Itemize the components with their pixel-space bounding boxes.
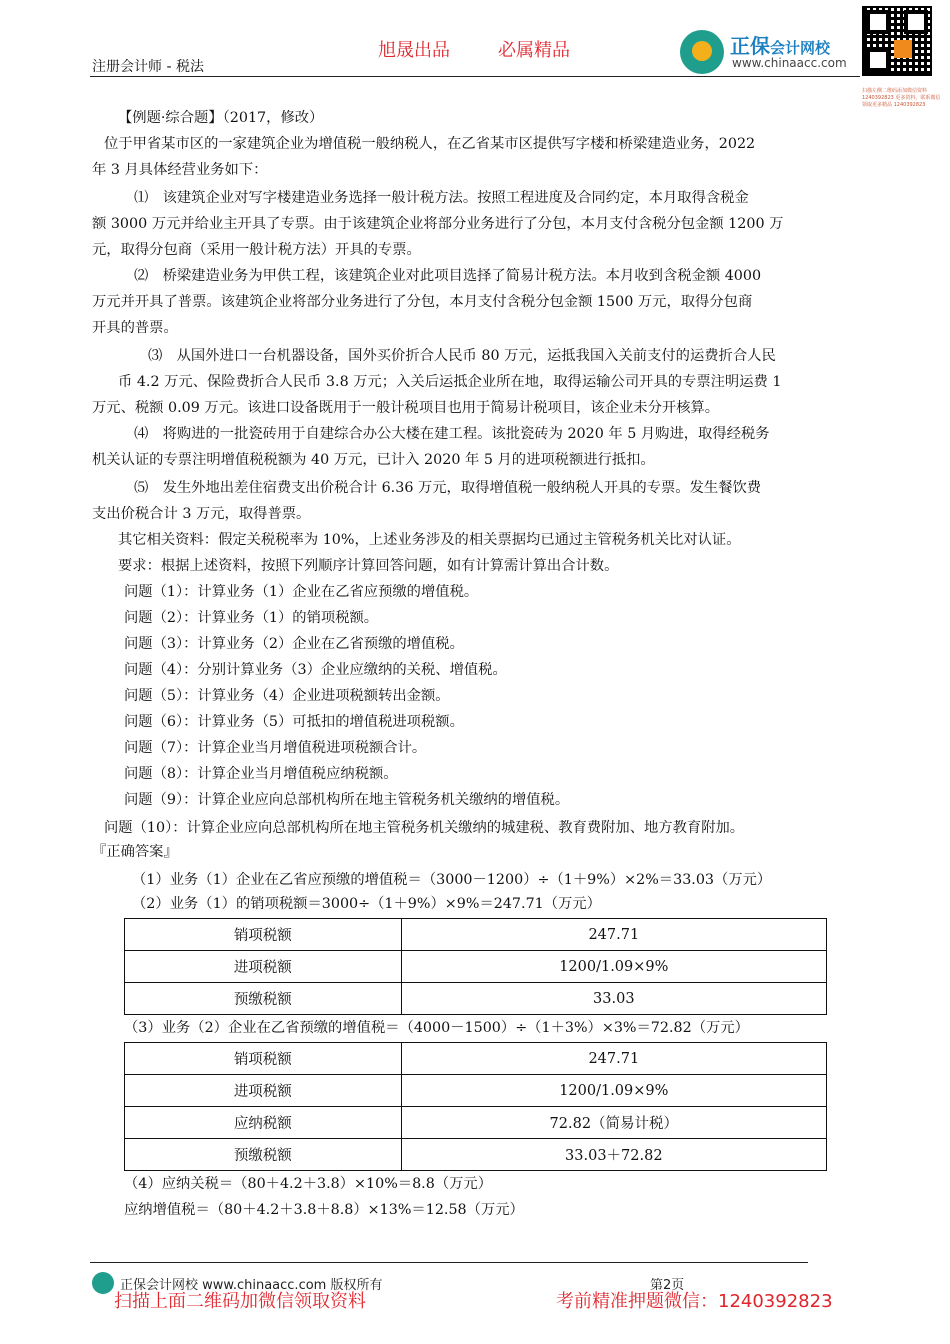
footer-promo-left: 扫描上面二维码加微信领取资料 — [114, 1291, 366, 1312]
answer-line-4b: 应纳增值税＝（80＋4.2＋3.8＋8.8）×13%＝12.58（万元） — [124, 1202, 524, 1218]
table-cell-value: 33.03 — [401, 983, 826, 1015]
body-line: 【例题·综合题】（2017，修改） — [118, 110, 324, 126]
body-line: 位于甲省某市区的一家建筑企业为增值税一般纳税人，在乙省某市区提供写字楼和桥梁建造业务，2022 — [104, 136, 756, 152]
body-line: 问题（1）：计算业务（1）企业在乙省应预缴的增值税。 — [124, 584, 479, 600]
body-line: 问题（5）：计算业务（4）企业进项税额转出金额。 — [124, 688, 450, 704]
table-row — [125, 983, 827, 1015]
body-line: 其它相关资料：假定关税税率为 10%，上述业务涉及的相关票据均已通过主管税务机关比对认证。 — [118, 532, 741, 548]
body-line: 年 3 月具体经营业务如下： — [92, 162, 268, 178]
table-cell-label: 销项税额 — [125, 919, 402, 951]
chinaacc-logo — [680, 28, 855, 74]
table-cell-label: 应纳税额 — [125, 1107, 402, 1139]
table-row — [125, 951, 827, 983]
body-line: （2）业务（1）的销项税额＝3000÷（1＋9%）×9%＝247.71（万元） — [132, 896, 601, 912]
table-cell-label: 进项税额 — [125, 951, 402, 983]
body-line: 问题（10）：计算企业应向总部机构所在地主管税务机关缴纳的城建税、教育费附加、地方教育附加。 — [104, 820, 745, 836]
answer-table-2 — [124, 1042, 827, 1171]
body-line: ⑶ 从国外进口一台机器设备，国外买价折合人民币 80 万元，运抵我国入关前支付的运费折合人民 — [148, 348, 776, 364]
table-row — [125, 1107, 827, 1139]
table-row — [125, 1075, 827, 1107]
body-line: 问题（6）：计算业务（5）可抵扣的增值税进项税额。 — [124, 714, 464, 730]
table-cell-value: 33.03＋72.82 — [401, 1139, 826, 1171]
table-row — [125, 1043, 827, 1075]
footer-promo-right: 考前精准押题微信：1240392823 — [556, 1291, 833, 1312]
body-line: （1）业务（1）企业在乙省应预缴的增值税＝（3000－1200）÷（1＋9%）×2%＝33.03（万元） — [132, 872, 772, 888]
qr-note: 扫描左侧二维码添加微信资料 1240392823 更多资料，联系微信领取更多精品 1240392823 — [862, 88, 941, 108]
body-line: 支出价税合计 3 万元，取得普票。 — [92, 506, 311, 522]
body-line: 万元并开具了普票。该建筑企业将部分业务进行了分包，本月支付含税分包金额 1500 万元，取得分包商 — [92, 294, 753, 310]
footer-divider — [90, 1262, 808, 1263]
logo-mark-icon — [680, 30, 724, 74]
body-line: 机关认证的专票注明增值税税额为 40 万元，已计入 2020 年 5 月的进项税额进行抵扣。 — [92, 452, 655, 468]
table-cell-value: 1200/1.09×9% — [401, 951, 826, 983]
logo-name: 正保会计网校 — [730, 34, 831, 58]
table-cell-value: 247.71 — [401, 919, 826, 951]
body-line: 开具的普票。 — [92, 320, 178, 336]
table-cell-label: 预缴税额 — [125, 1139, 402, 1171]
answer-line-3: （3）业务（2）企业在乙省预缴的增值税＝（4000－1500）÷（1＋3%）×3%＝72.82（万元） — [124, 1020, 749, 1036]
table-row — [125, 1139, 827, 1171]
header-slogan-1: 旭晟出品 — [378, 40, 450, 61]
table-cell-label: 销项税额 — [125, 1043, 402, 1075]
body-line: ⑸ 发生外地出差住宿费支出价税合计 6.36 万元，取得增值税一般纳税人开具的专票。发生餐饮费 — [134, 480, 762, 496]
table-cell-label: 进项税额 — [125, 1075, 402, 1107]
answer-line-4a: （4）应纳关税＝（80＋4.2＋3.8）×10%＝8.8（万元） — [124, 1176, 493, 1192]
answer-table-1 — [124, 918, 827, 1015]
body-line: 问题（4）：分别计算业务（3）企业应缴纳的关税、增值税。 — [124, 662, 507, 678]
table-cell-value: 72.82（简易计税） — [401, 1107, 826, 1139]
page-number: 第2页 — [650, 1278, 685, 1293]
body-line: 『正确答案』 — [92, 844, 178, 860]
body-line: 要求：根据上述资料，按照下列顺序计算回答问题，如有计算需计算出合计数。 — [118, 558, 619, 574]
body-line: ⑴ 该建筑企业对写字楼建造业务选择一般计税方法。按照工程进度及合同约定，本月取得含税金 — [134, 190, 749, 206]
body-line: ⑵ 桥梁建造业务为甲供工程，该建筑企业对此项目选择了简易计税方法。本月收到含税金额 4000 — [134, 268, 762, 284]
document-subject: 注册会计师 - 税法 — [92, 59, 204, 75]
footer-logo-icon — [92, 1272, 114, 1294]
table-row — [125, 919, 827, 951]
body-line: 万元、税额 0.09 万元。该进口设备既用于一般计税项目也用于简易计税项目，该企业未分开核算。 — [92, 400, 720, 416]
header-slogan-2: 必属精品 — [498, 40, 570, 61]
header-divider — [90, 76, 860, 77]
table-cell-value: 1200/1.09×9% — [401, 1075, 826, 1107]
body-line: 问题（3）：计算业务（2）企业在乙省预缴的增值税。 — [124, 636, 464, 652]
body-line: 问题（9）：计算企业应向总部机构所在地主管税务机关缴纳的增值税。 — [124, 792, 570, 808]
table-cell-label: 预缴税额 — [125, 983, 402, 1015]
qr-badge-icon — [894, 40, 912, 58]
table-cell-value: 247.71 — [401, 1043, 826, 1075]
body-line: 问题（2）：计算业务（1）的销项税额。 — [124, 610, 379, 626]
body-line: 币 4.2 万元、保险费折合人民币 3.8 万元；入关后运抵企业所在地，取得运输公司开具的专票注明运费 1 — [118, 374, 782, 390]
body-line: 元，取得分包商（采用一般计税方法）开具的专票。 — [92, 242, 421, 258]
logo-url: www.chinaacc.com — [732, 56, 847, 70]
footer-copyright: 正保会计网校 www.chinaacc.com 版权所有 — [120, 1278, 383, 1293]
body-line: 问题（7）：计算企业当月增值税进项税额合计。 — [124, 740, 427, 756]
body-line: 问题（8）：计算企业当月增值税应纳税额。 — [124, 766, 398, 782]
body-line: ⑷ 将购进的一批瓷砖用于自建综合办公大楼在建工程。该批瓷砖为 2020 年 5 月购进，取得经税务 — [134, 426, 770, 442]
body-line: 额 3000 万元并给业主开具了专票。由于该建筑企业将部分业务进行了分包，本月支付含税分包金额 1200 万 — [92, 216, 784, 232]
